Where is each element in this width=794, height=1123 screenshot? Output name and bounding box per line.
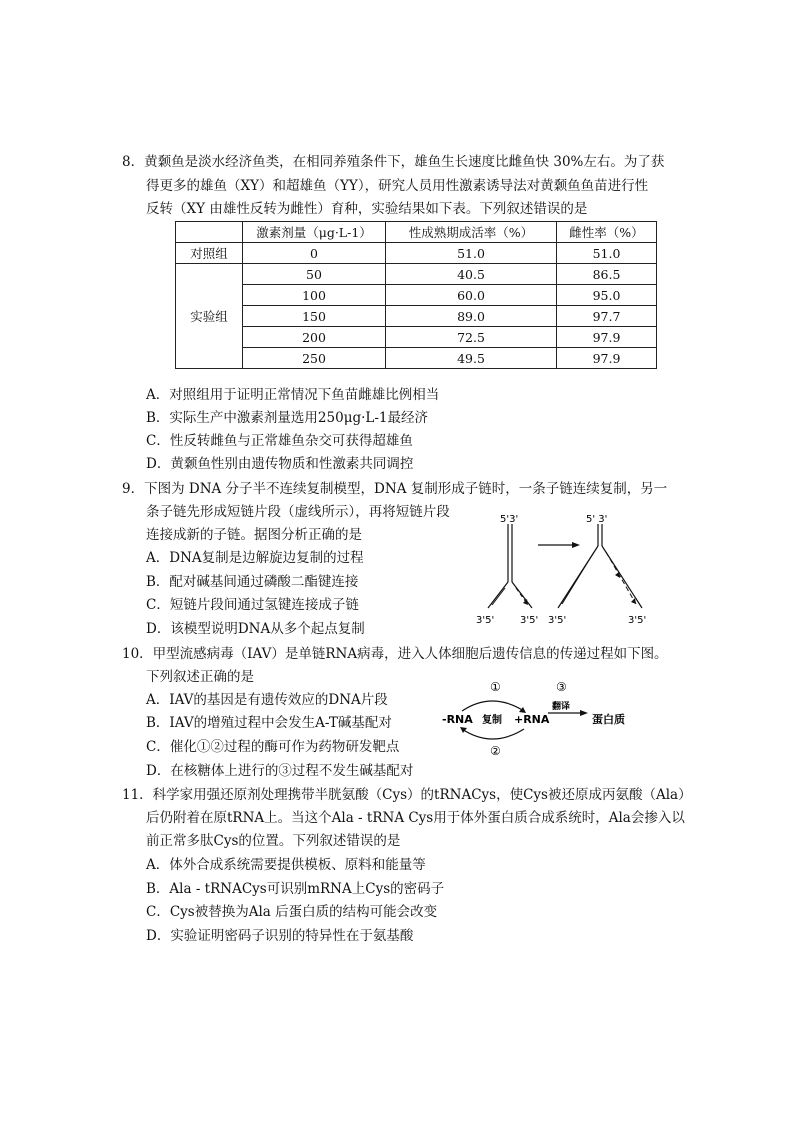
q8-results-table	[175, 221, 657, 369]
q10-stem-line-1: 10．甲型流感病毒（IAV）是单链RNA病毒，进入人体细胞后遗传信息的传递过程如下图。	[122, 646, 668, 662]
q10-option-a[interactable]: A．IAV的基因是有遗传效应的DNA片段	[146, 692, 388, 708]
q8-option-b[interactable]: B．实际生产中激素剂量选用250μg·L-1最经济	[146, 410, 429, 426]
parent-strand-line	[512, 582, 532, 608]
table-cell: 86.5	[557, 264, 657, 285]
table-header-row	[176, 222, 657, 243]
protein-label: 蛋白质	[592, 713, 625, 726]
replication-arc-top	[462, 701, 524, 711]
dna-replication-diagram	[470, 508, 660, 630]
table-cell: 150	[243, 306, 386, 327]
step-1-marker: ①	[490, 680, 501, 694]
table-header-cell	[176, 222, 243, 243]
table-header-cell: 性成熟期成活率（%）	[386, 222, 557, 243]
q9-option-b[interactable]: B．配对碱基间通过磷酸二酯键连接	[146, 574, 359, 590]
q11-option-b[interactable]: B．Ala - tRNACys可识别mRNA上Cys的密码子	[146, 881, 445, 897]
table-row	[176, 243, 657, 264]
arrowhead-icon	[572, 542, 580, 548]
q10-stem-line-2: 下列叙述正确的是	[146, 669, 254, 685]
q9-option-d[interactable]: D．该模型说明DNA从多个起点复制	[146, 621, 365, 637]
table-cell: 40.5	[386, 264, 557, 285]
q8-stem-line-1: 8．黄颡鱼是淡水经济鱼类，在相同养殖条件下，雄鱼生长速度比雌鱼快 30%左右。为了获	[122, 154, 665, 170]
q10-option-b[interactable]: B．IAV的增殖过程中会发生A-T碱基配对	[146, 715, 392, 731]
q8-stem-line-3: 反转（XY 由雄性反转为雌性）育种，实验结果如下表。下列叙述错误的是	[146, 201, 588, 217]
group-label-experiment: 实验组	[176, 264, 243, 369]
table-cell: 51.0	[557, 243, 657, 264]
q8-stem-line-2: 得更多的雄鱼（XY）和超雄鱼（YY），研究人员用性激素诱导法对黄颡鱼鱼苗进行性	[146, 178, 649, 194]
iav-information-flow-diagram	[440, 677, 640, 759]
minus-rna-label: -RNA	[442, 713, 473, 726]
parent-strand-line	[488, 582, 508, 608]
table-cell: 0	[243, 243, 386, 264]
q11-stem-line-1: 11．科学家用强还原剂处理携带半胱氨酸（Cys）的tRNACys，使Cys被还原成丙氨酸（Ala）	[122, 787, 692, 803]
strand-end-label: 3'5'	[548, 615, 567, 626]
table-cell: 72.5	[386, 327, 557, 348]
plus-rna-label: +RNA	[514, 713, 550, 726]
strand-end-label: 5' 3'	[586, 514, 608, 525]
group-label-control: 对照组	[176, 243, 243, 264]
table-header-cell: 激素剂量（μg·L-1）	[243, 222, 386, 243]
short-fragment-line	[606, 552, 636, 604]
replication-label: 复制	[482, 715, 502, 726]
table-cell: 97.9	[557, 327, 657, 348]
q8-option-d[interactable]: D．黄颡鱼性别由遗传物质和性激素共同调控	[146, 456, 414, 472]
arrowhead-icon	[631, 598, 636, 604]
q11-option-c[interactable]: C．Cys被替换为Ala 后蛋白质的结构可能会改变	[146, 904, 438, 920]
strand-end-label: 3'5'	[520, 615, 539, 626]
q11-option-d[interactable]: D．实验证明密码子识别的特异性在于氨基酸	[146, 928, 414, 944]
q9-stem-line-1: 9．下图为 DNA 分子半不连续复制模型，DNA 复制形成子链时，一条子链连续复制，另一	[122, 481, 668, 497]
q9-option-a[interactable]: A．DNA复制是边解旋边复制的过程	[146, 550, 364, 566]
table-cell: 60.0	[386, 285, 557, 306]
strand-end-label: 5'3'	[500, 514, 519, 525]
table-cell: 100	[243, 285, 386, 306]
q10-option-d[interactable]: D．在核糖体上进行的③过程不发生碱基配对	[146, 763, 414, 779]
table-cell: 250	[243, 348, 386, 369]
step-3-marker: ③	[556, 680, 567, 694]
table-row	[176, 285, 657, 306]
table-row	[176, 348, 657, 369]
q9-option-c[interactable]: C．短链片段间通过氢键连接成子链	[146, 597, 359, 613]
q9-stem-line-2: 条子链先形成短链片段（虚线所示），再将短链片段	[146, 504, 450, 520]
q11-stem-line-2: 后仍附着在原tRNA上。当这个Ala - tRNA Cys用于体外蛋白质合成系统时，Ala会掺入以	[146, 810, 685, 826]
table-row	[176, 306, 657, 327]
table-cell: 95.0	[557, 285, 657, 306]
strand-end-label: 3'5'	[628, 615, 647, 626]
translation-label: 翻译	[552, 702, 571, 712]
arrowhead-icon	[519, 707, 526, 713]
table-cell: 97.9	[557, 348, 657, 369]
table-cell: 200	[243, 327, 386, 348]
table-cell: 89.0	[386, 306, 557, 327]
q10-option-c[interactable]: C．催化①②过程的酶可作为药物研发靶点	[146, 739, 400, 755]
step-2-marker: ②	[490, 744, 501, 758]
strand-end-label: 3'5'	[476, 615, 495, 626]
q8-option-a[interactable]: A．对照组用于证明正常情况下鱼苗雌雄比例相当	[146, 387, 440, 403]
q9-stem-line-3: 连接成新的子链。据图分析正确的是	[146, 527, 362, 543]
replication-arc-bottom	[462, 729, 524, 739]
daughter-strand-line	[492, 588, 505, 605]
table-cell: 97.7	[557, 306, 657, 327]
arrowhead-icon	[580, 710, 588, 716]
daughter-strand-line	[562, 552, 594, 604]
table-header-cell: 雌性率（%）	[557, 222, 657, 243]
q11-option-a[interactable]: A．体外合成系统需要提供模板、原料和能量等	[146, 857, 426, 873]
table-cell: 50	[243, 264, 386, 285]
table-cell: 51.0	[386, 243, 557, 264]
table-cell: 49.5	[386, 348, 557, 369]
q11-stem-line-3: 前正常多肽Cys的位置。下列叙述错误的是	[146, 833, 401, 849]
table-row	[176, 327, 657, 348]
table-row	[176, 264, 657, 285]
q8-option-c[interactable]: C．性反转雌鱼与正常雄鱼杂交可获得超雄鱼	[146, 433, 413, 449]
